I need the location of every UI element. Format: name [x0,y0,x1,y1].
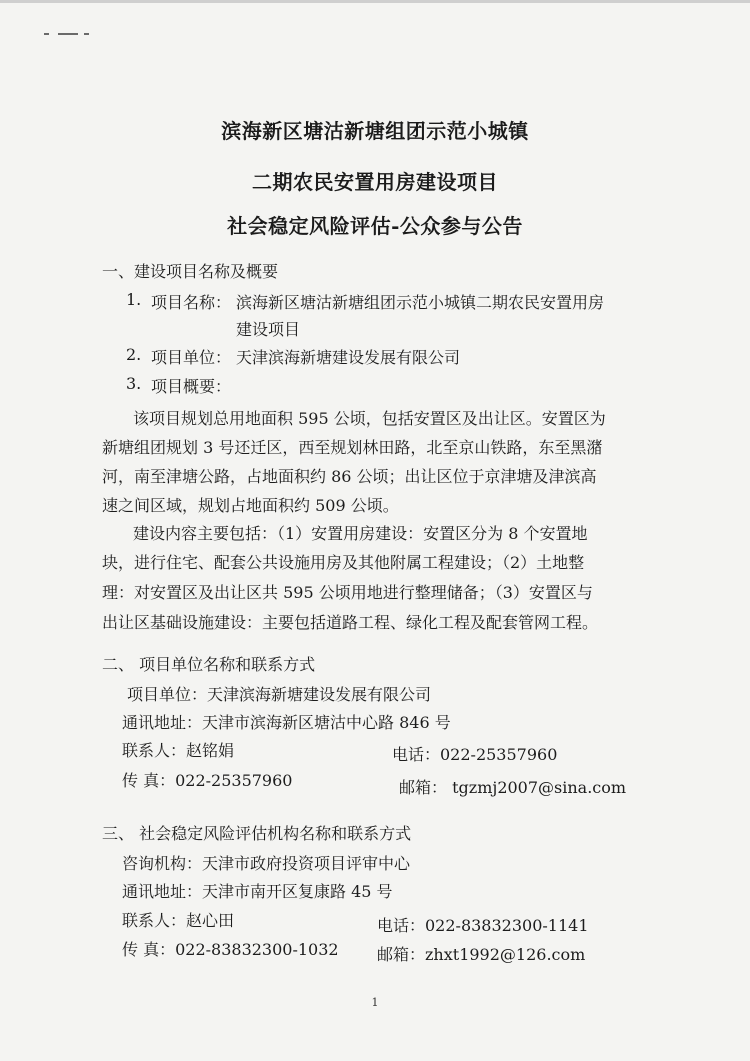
item2-value: 天津滨海新塘建设发展有限公司 [236,348,461,367]
overview-para1-line2: 新塘组团规划 3 号还迁区，西至规划林田路，北至京山铁路，东至黑潴 [102,438,603,457]
section2-heading: 二、 项目单位名称和联系方式 [102,655,316,674]
item3-label: 项目概要： [151,377,232,396]
section3-agency: 咨询机构：天津市政府投资项目评审中心 [122,854,411,873]
title-line-2: 二期农民安置用房建设项目 [252,170,498,194]
item1-label: 项目名称： [151,293,232,312]
section2-email: 邮箱： tgzmj2007@sina.com [399,778,627,797]
item1-number: 1. [126,290,142,309]
section3-address: 通讯地址：天津市南开区复康路 45 号 [122,882,393,901]
item1-value-line2: 建设项目 [236,320,301,339]
overview-para2-line3: 理：对安置区及出让区共 595 公顷用地进行整理储备；（3）安置区与 [102,583,593,602]
section3-email: 邮箱：zhxt1992@126.com [377,945,586,964]
section2-contact: 联系人：赵铭娟 [122,741,235,760]
overview-para1-line1: 该项目规划总用地面积 595 公顷，包括安置区及出让区。安置区为 [133,409,606,428]
overview-para2-line4: 出让区基础设施建设：主要包括道路工程、绿化工程及配套管网工程。 [102,613,599,632]
section2-fax: 传 真：022-25357960 [122,771,293,790]
item3-number: 3. [126,374,142,393]
section2-unit: 项目单位：天津滨海新塘建设发展有限公司 [127,685,432,704]
scan-top-edge [0,0,750,3]
overview-para2-line2: 块，进行住宅、配套公共设施用房及其他附属工程建设；（2）土地整 [102,553,585,572]
section3-heading: 三、 社会稳定风险评估机构名称和联系方式 [102,824,412,843]
title-line-1: 滨海新区塘沽新塘组团示范小城镇 [221,119,529,143]
page-number: 1 [371,996,379,1009]
section2-phone: 电话：022-25357960 [392,745,558,764]
section3-contact: 联系人：赵心田 [122,911,235,930]
overview-para1-line4: 速之间区域，规划占地面积约 509 公顷。 [102,496,399,515]
section3-phone: 电话：022-83832300-1141 [377,916,589,935]
section3-fax: 传 真：022-83832300-1032 [122,940,339,959]
item2-number: 2. [126,345,142,364]
overview-para2-line1: 建设内容主要包括：（1）安置用房建设：安置区分为 8 个安置地 [133,524,588,543]
title-line-3: 社会稳定风险评估-公众参与公告 [227,214,523,238]
section2-address: 通讯地址：天津市滨海新区塘沽中心路 846 号 [122,713,451,732]
section1-heading: 一、建设项目名称及概要 [102,262,279,281]
item2-label: 项目单位： [151,348,232,367]
overview-para1-line3: 河，南至津塘公路，占地面积约 86 公顷；出让区位于京津塘及津滨高 [102,467,597,486]
item1-value-line1: 滨海新区塘沽新塘组团示范小城镇二期农民安置用房 [236,293,605,312]
scan-mark [44,33,90,35]
